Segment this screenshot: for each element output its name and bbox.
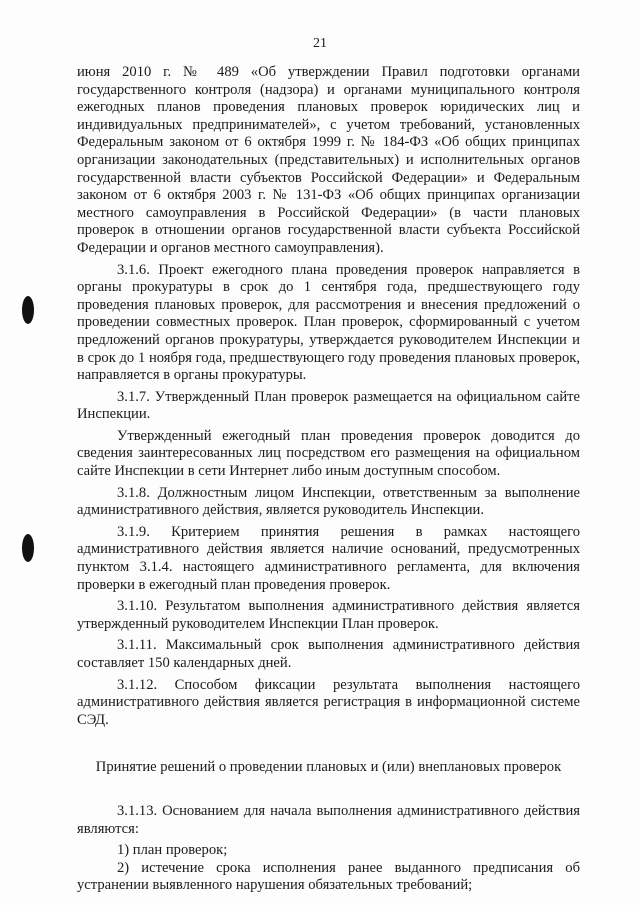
paragraph-3-1-11: 3.1.11. Максимальный срок выполнения административного действия составляет 150 календарных дней. [77,637,580,671]
paragraph-continuation: июня 2010 г. № 489 «Об утверждении Правил подготовки органами государственного контроля (надзора) и органами муниципального контроля ежегодных планов проведения плановых проверок юридических лиц и индивидуальных предпринимателей», с учетом требований, установленных Федеральным законом от 6 октября 1999 г. № 184-ФЗ «Об общих принципах организации законодательных (представительных) и исполнительных органов государственной власти субъектов Российской Федерации» и Федеральным законом от 6 октября 2003 г. № 131-ФЗ «Об общих принципах организации местного самоуправления в Российской Федерации» (в части плановых проверок в отношении органов государственной власти субъекта Российской Федерации и органов местного самоуправления). [77,64,580,256]
paragraph-3-1-12: 3.1.12. Способом фиксации результата выполнения настоящего административного действия является регистрация в информационной системе СЭД. [77,676,580,728]
section-heading: Принятие решений о проведении плановых и (или) внеплановых проверок [95,759,562,776]
paragraph-3-1-7: 3.1.7. Утвержденный План проверок размещается на официальном сайте Инспекции. [77,388,580,423]
paragraph-plan-publication: Утвержденный ежегодный план проведения проверок доводится до сведения заинтересованных лиц посредством его размещения на официальном сайте Инспекции в сети Интернет либо иным доступным способом. [77,427,580,480]
paragraph-3-1-10: 3.1.10. Результатом выполнения административного действия является утвержденный руководителем Инспекции План проверок. [77,598,580,632]
binder-hole-icon [22,534,34,562]
page-number: 21 [313,36,327,51]
list-item-1: 1) план проверок; [117,842,228,859]
paragraph-3-1-13: 3.1.13. Основанием для начала выполнения административного действия являются: [77,802,580,837]
paragraph-3-1-8: 3.1.8. Должностным лицом Инспекции, ответственным за выполнение административного действия, является руководитель Инспекции. [77,484,580,519]
list-item-2: 2) истечение срока исполнения ранее выданного предписания об устранении выявленного нарушения обязательных требований; [77,859,580,894]
document-body [77,64,580,895]
paragraph-3-1-6: 3.1.6. Проект ежегодного плана проведения проверок направляется в органы прокуратуры в срок до 1 сентября года, предшествующего году проведения плановых проверок, для рассмотрения и внесения предложений о проведении совместных проверок. План проверок, сформированный с учетом предложений органов прокуратуры, утверждается руководителем Инспекции и в срок до 1 ноября года, предшествующего году проведения плановых проверок, направляется в органы прокуратуры. [77,261,580,384]
paragraph-3-1-9: 3.1.9. Критерием принятия решения в рамках настоящего административного действия является наличие оснований, предусмотренных пунктом 3.1.4. настоящего административного регламента, для включения проверки в ежегодный план проведения проверок. [77,523,580,593]
binder-hole-icon [22,296,34,324]
